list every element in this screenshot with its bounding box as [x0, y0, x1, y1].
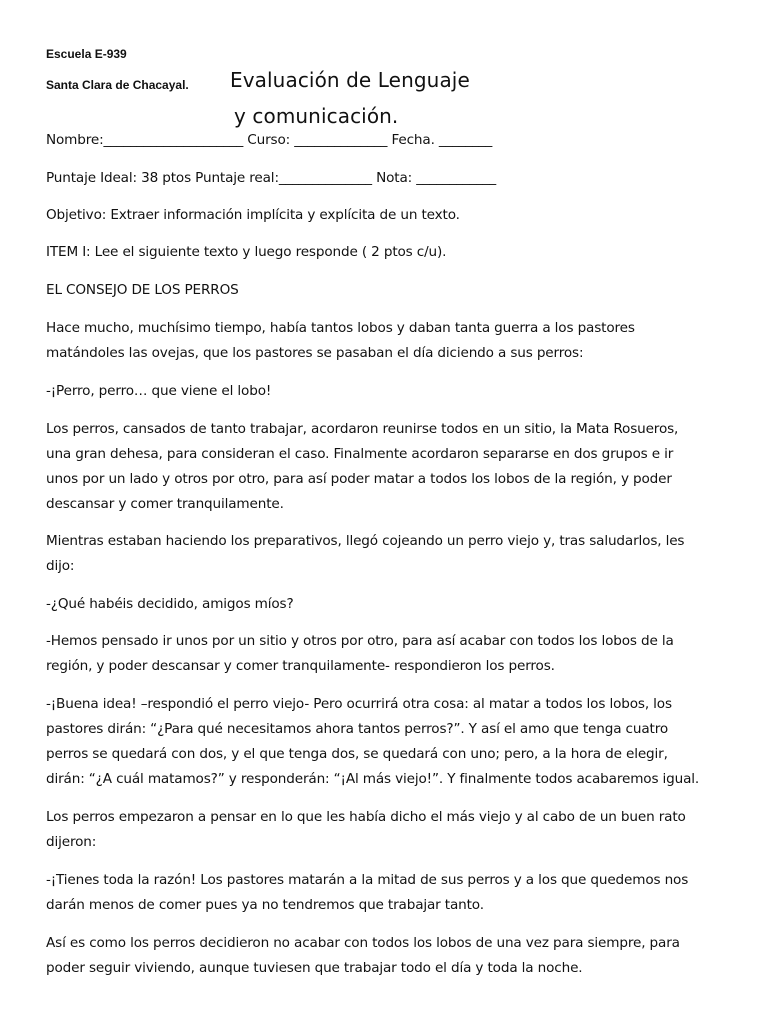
paragraph-line: -¿Qué habéis decidido, amigos míos?	[46, 596, 294, 612]
paragraph-line: pastores dirán: “¿Para qué necesitamos ahora tantos perros?”. Y así el amo que tenga cuatro	[46, 721, 669, 737]
paragraph-line: dijo:	[46, 558, 75, 574]
exam-title-line-2: y comunicación.	[234, 104, 399, 128]
score-info-line: Puntaje Ideal: 38 ptos Puntaje real:______________ Nota: ____________	[46, 170, 497, 186]
paragraph-line: dijeron:	[46, 834, 97, 850]
item-instruction: ITEM I: Lee el siguiente texto y luego responde ( 2 ptos c/u).	[46, 244, 447, 260]
school-location: Santa Clara de Chacayal.	[46, 78, 189, 92]
paragraph-line: una gran dehesa, para consideran el caso. Finalmente acordaron separarse en dos grupos e ir	[46, 446, 674, 462]
paragraph-line: poder seguir viviendo, aunque tuviesen que trabajar todo el día y toda la noche.	[46, 960, 583, 976]
story-paragraph	[46, 529, 726, 579]
paragraph-line: Los perros empezaron a pensar en lo que les había dicho el más viejo y al cabo de un buen rato	[46, 809, 686, 825]
story-title: EL CONSEJO DE LOS PERROS	[46, 282, 239, 298]
paragraph-line: región, y poder descansar y comer tranquilamente- respondieron los perros.	[46, 658, 555, 674]
paragraph-line: unos por un lado y otros por otro, para así poder matar a todos los lobos de la región, y poder	[46, 471, 672, 487]
paragraph-line: descansar y comer tranquilamente.	[46, 496, 284, 512]
story-paragraph	[46, 692, 726, 792]
story-paragraph	[46, 868, 726, 918]
story-paragraph	[46, 805, 726, 855]
paragraph-line: -¡Buena idea! –respondió el perro viejo- Pero ocurrirá otra cosa: al matar a todos los lobos, los	[46, 696, 672, 712]
paragraph-line: Así es como los perros decidieron no acabar con todos los lobos de una vez para siempre, para	[46, 935, 680, 951]
paragraph-line: -Hemos pensado ir unos por un sitio y otros por otro, para así acabar con todos los lobos de la	[46, 633, 674, 649]
paragraph-line: Hace mucho, muchísimo tiempo, había tantos lobos y daban tanta guerra a los pastores	[46, 320, 635, 336]
paragraph-line: perros se quedará con dos, y el que tenga dos, se quedará con uno; pero, a la hora de elegir,	[46, 746, 668, 762]
student-info-line: Nombre:_____________________ Curso: ______________ Fecha. ________	[46, 132, 493, 148]
story-paragraph	[46, 316, 726, 366]
paragraph-line: -¡Perro, perro… que viene el lobo!	[46, 383, 272, 399]
school-name: Escuela E-939	[46, 47, 127, 61]
exam-title-line-1: Evaluación de Lenguaje	[230, 68, 470, 92]
paragraph-line: Los perros, cansados de tanto trabajar, acordaron reunirse todos en un sitio, la Mata Rosueros,	[46, 421, 679, 437]
paragraph-line: darán menos de comer pues ya no tendremos que trabajar tanto.	[46, 897, 484, 913]
objective-text: Objetivo: Extraer información implícita y explícita de un texto.	[46, 207, 460, 223]
paragraph-line: dirán: “¿A cuál matamos?” y responderán: “¡Al más viejo!”. Y finalmente todos acabaremos igual.	[46, 771, 700, 787]
story-paragraph	[46, 417, 726, 517]
story-paragraph	[46, 592, 726, 617]
story-paragraph	[46, 379, 726, 404]
paragraph-line: Mientras estaban haciendo los preparativos, llegó cojeando un perro viejo y, tras saludarlos, les	[46, 533, 685, 549]
paragraph-line: -¡Tienes toda la razón! Los pastores matarán a la mitad de sus perros y a los que quedemos nos	[46, 872, 689, 888]
paragraph-line: matándoles las ovejas, que los pastores se pasaban el día diciendo a sus perros:	[46, 345, 584, 361]
story-paragraph	[46, 931, 726, 981]
story-paragraph	[46, 629, 726, 679]
